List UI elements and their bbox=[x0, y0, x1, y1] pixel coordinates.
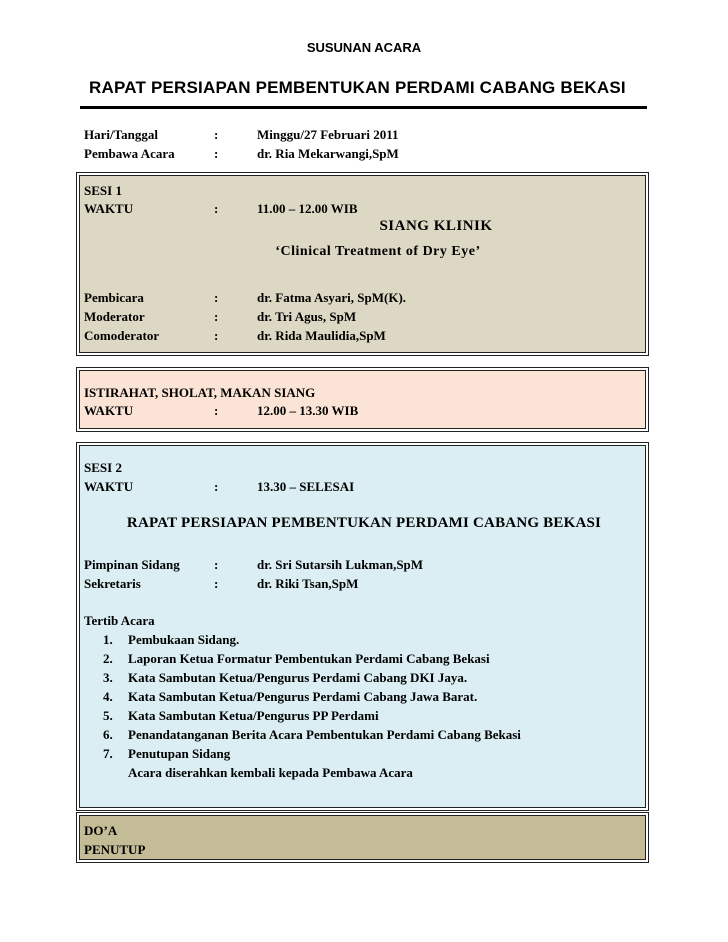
waktu-value: 11.00 – 12.00 WIB bbox=[257, 201, 358, 216]
pimpinan-label: Pimpinan Sidang bbox=[84, 557, 180, 572]
doa-box bbox=[79, 815, 646, 860]
list-item-text: Penandatanganan Berita Acara Pembentukan Perdami Cabang Bekasi bbox=[128, 727, 521, 742]
meta-colon: : bbox=[214, 479, 219, 494]
comoderator-label: Comoderator bbox=[84, 328, 160, 343]
waktu-value: 12.00 – 13.30 WIB bbox=[257, 403, 359, 418]
meta-colon: : bbox=[214, 576, 219, 591]
sesi2-topic: RAPAT PERSIAPAN PEMBENTUKAN PERDAMI CABANG BEKASI bbox=[126, 515, 602, 531]
meta-value: dr. Ria Mekarwangi,SpM bbox=[257, 146, 399, 161]
meta-colon: : bbox=[214, 127, 219, 142]
list-item-number: 6. bbox=[103, 727, 113, 742]
sekretaris-label: Sekretaris bbox=[84, 576, 141, 591]
title-divider bbox=[80, 106, 647, 109]
closing-note: Acara diserahkan kembali kepada Pembawa Acara bbox=[128, 765, 413, 780]
list-item-text: Pembukaan Sidang. bbox=[128, 632, 240, 647]
meta-colon: : bbox=[214, 328, 219, 343]
waktu-label: WAKTU bbox=[84, 479, 134, 494]
comoderator-value: dr. Rida Maulidia,SpM bbox=[257, 328, 386, 343]
meta-colon: : bbox=[214, 146, 219, 161]
meta-colon: : bbox=[214, 201, 219, 216]
meta-label: Pembawa Acara bbox=[84, 146, 175, 161]
sesi1-heading: SESI 1 bbox=[84, 183, 122, 198]
list-item-text: Laporan Ketua Formatur Pembentukan Perdami Cabang Bekasi bbox=[128, 651, 490, 666]
list-item-number: 5. bbox=[103, 708, 113, 723]
meta-label: Hari/Tanggal bbox=[84, 127, 158, 142]
moderator-label: Moderator bbox=[84, 309, 145, 324]
sesi2-heading: SESI 2 bbox=[84, 460, 122, 475]
document-kicker: SUSUNAN ACARA bbox=[306, 40, 422, 55]
list-item-text: Kata Sambutan Ketua/Pengurus PP Perdami bbox=[128, 708, 379, 723]
list-item-number: 4. bbox=[103, 689, 113, 704]
tertib-heading: Tertib Acara bbox=[84, 613, 155, 628]
meta-colon: : bbox=[214, 309, 219, 324]
list-item-number: 3. bbox=[103, 670, 113, 685]
list-item-text: Penutupan Sidang bbox=[128, 746, 231, 761]
waktu-value: 13.30 – SELESAI bbox=[257, 479, 355, 494]
waktu-label: WAKTU bbox=[84, 403, 134, 418]
pembicara-value: dr. Fatma Asyari, SpM(K). bbox=[257, 290, 407, 305]
meta-colon: : bbox=[214, 290, 219, 305]
list-item-number: 1. bbox=[103, 632, 113, 647]
document-title: RAPAT PERSIAPAN PEMBENTUKAN PERDAMI CABANG BEKASI bbox=[89, 78, 626, 97]
list-item-text: Kata Sambutan Ketua/Pengurus Perdami Cabang DKI Jaya. bbox=[128, 670, 468, 685]
pimpinan-value: dr. Sri Sutarsih Lukman,SpM bbox=[257, 557, 424, 572]
sekretaris-value: dr. Riki Tsan,SpM bbox=[257, 576, 359, 591]
meta-colon: : bbox=[214, 403, 219, 418]
list-item-text: Kata Sambutan Ketua/Pengurus Perdami Cabang Jawa Barat. bbox=[128, 689, 478, 704]
sesi1-topic: SIANG KLINIK bbox=[379, 218, 493, 234]
meta-value: Minggu/27 Februari 2011 bbox=[257, 127, 399, 142]
sesi1-subtopic: ‘Clinical Treatment of Dry Eye’ bbox=[275, 244, 481, 259]
waktu-label: WAKTU bbox=[84, 201, 134, 216]
meta-colon: : bbox=[214, 557, 219, 572]
list-item-number: 7. bbox=[103, 746, 113, 761]
doa-line: DO’A bbox=[84, 823, 118, 838]
pembicara-label: Pembicara bbox=[84, 290, 144, 305]
list-item-number: 2. bbox=[103, 651, 113, 666]
istirahat-heading: ISTIRAHAT, SHOLAT, MAKAN SIANG bbox=[84, 385, 316, 400]
moderator-value: dr. Tri Agus, SpM bbox=[257, 309, 357, 324]
sesi1-box bbox=[79, 175, 646, 353]
penutup-line: PENUTUP bbox=[84, 842, 146, 857]
